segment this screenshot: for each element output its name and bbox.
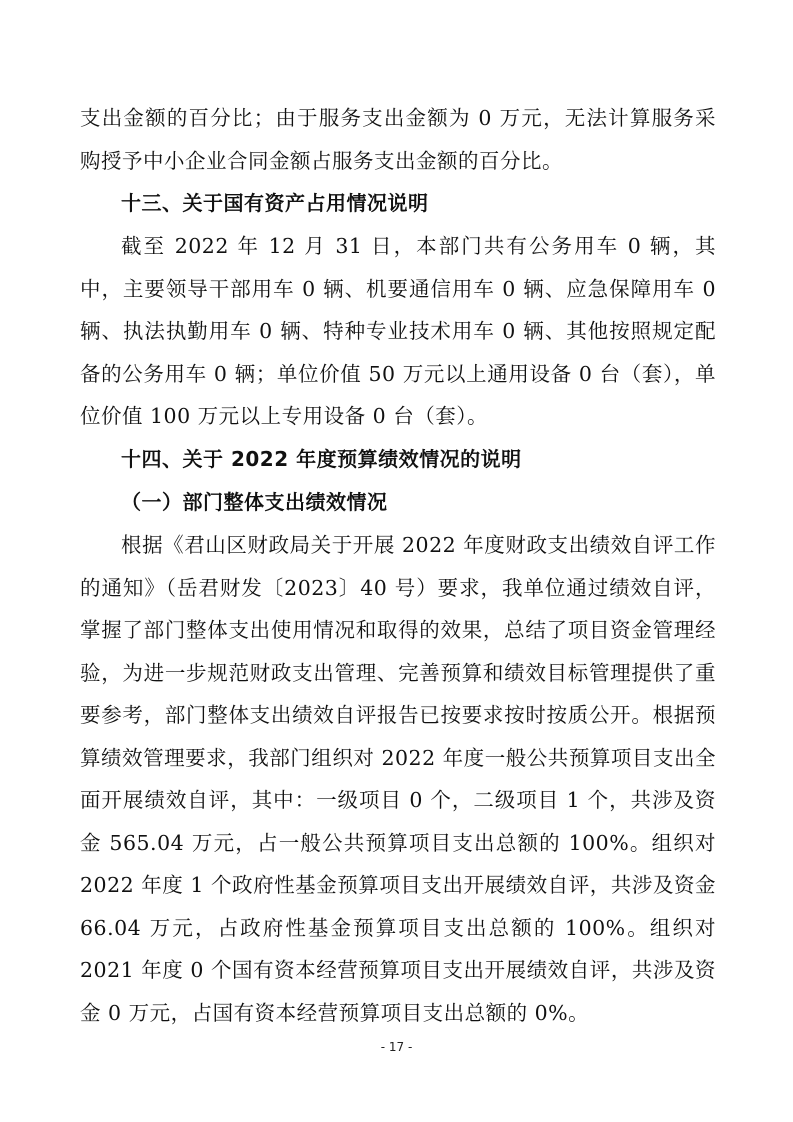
paragraph-state-assets: 截至 2022 年 12 月 31 日，本部门共有公务用车 0 辆，其中，主要领导干部用车 0 辆、机要通信用车 0 辆、应急保障用车 0 辆、执法执勤用车 0 辆、特种专业技术用车 0 辆、其他按照规定配备的公务用车 0 辆；单位价值 50 万元以上通用设备 0 台（套），单位价值 100 万元以上专用设备 0 台（套）。 <box>80 234 716 428</box>
section-heading-14: 十四、关于 2022 年度预算绩效情况的说明 <box>121 447 522 471</box>
paragraph-performance-evaluation: 根据《君山区财政局关于开展 2022 年度财政支出绩效自评工作的通知》（岳君财发〔2023〕40 号）要求，我单位通过绩效自评，掌握了部门整体支出使用情况和取得的效果，总结了项目资金管理经验，为进一步规范财政支出管理、完善预算和绩效目标管理提供了重要参考，部门整体支出绩效自评报告已按要求按时按质公开。根据预算绩效管理要求，我部门组织对 2022 年度一般公共预算项目支出全面开展绩效自评，其中：一级项目 0 个，二级项目 1 个，共涉及资金 565.04 万元，占一般公共预算项目支出总额的 100%。组织对 2022 年度 1 个政府性基金预算项目支出开展绩效自评，共涉及资金 66.04 万元，占政府性基金预算项目支出总额的 100%。组织对 2021 年度 0 个国有资本经营预算项目支出开展绩效自评，共涉及资金 0 万元，占国有资本经营预算项目支出总额的 0%。 <box>80 533 716 1025</box>
section-heading-13: 十三、关于国有资产占用情况说明 <box>121 191 429 215</box>
paragraph-service-percentage: 支出金额的百分比；由于服务支出金额为 0 万元，无法计算服务采购授予中小企业合同金额占服务支出金额的百分比。 <box>80 106 716 173</box>
subsection-heading-14-1: （一）部门整体支出绩效情况 <box>121 490 388 514</box>
page-number: - 17 - <box>380 1040 413 1054</box>
